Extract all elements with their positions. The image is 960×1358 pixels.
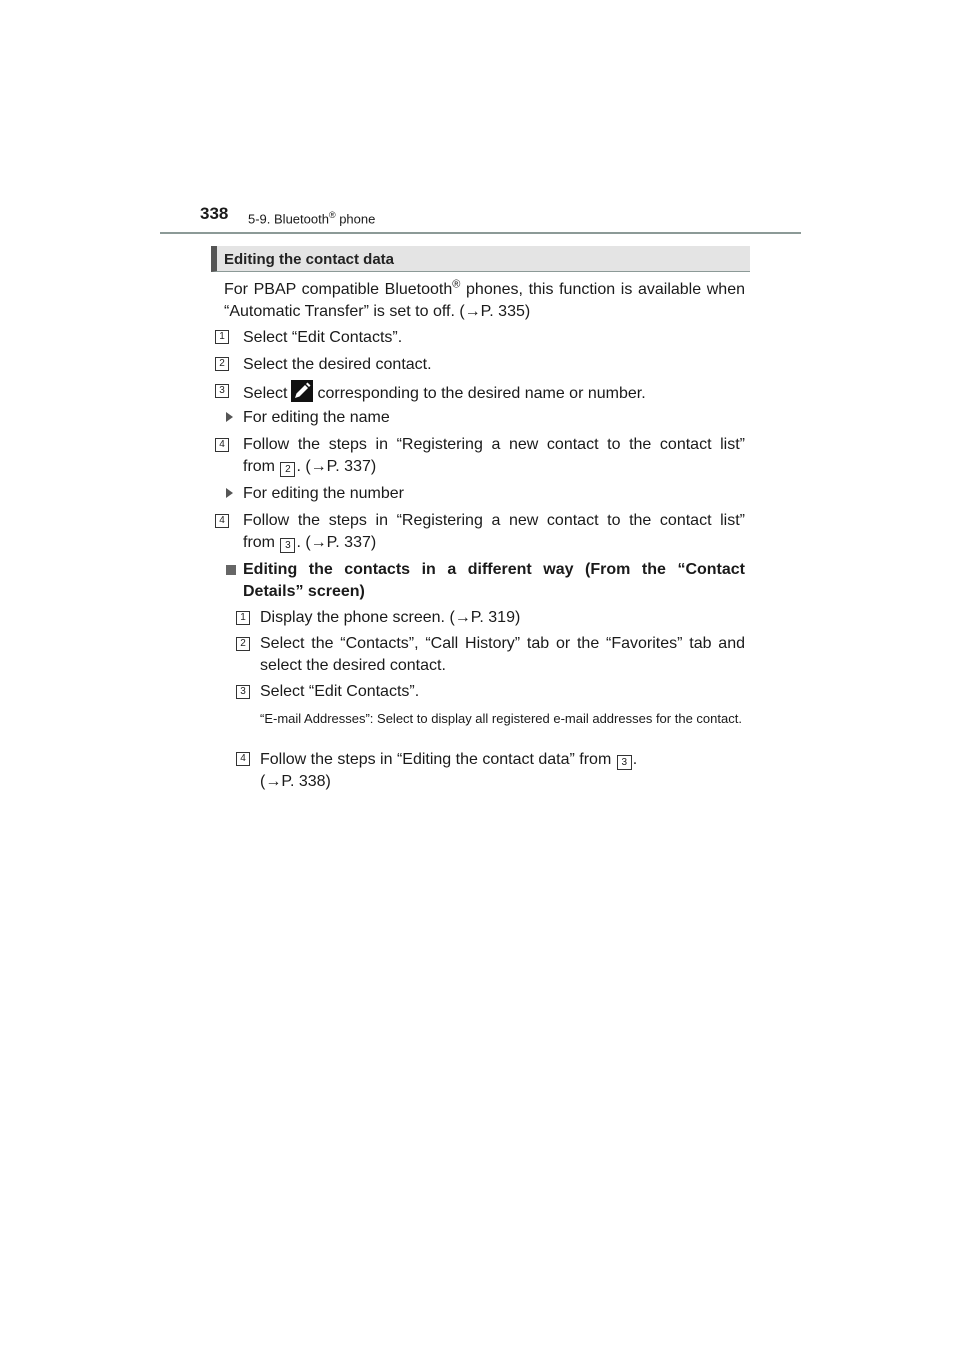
step-number: 4 xyxy=(215,514,229,528)
arrow-icon: → xyxy=(310,458,327,475)
step-text: Select “Edit Contacts”. xyxy=(243,329,403,346)
step-number: 1 xyxy=(236,611,250,625)
header-rule xyxy=(160,232,801,234)
step-text: Select “Edit Contacts”. xyxy=(260,683,420,700)
step-text: Select the “Contacts”, “Call History” tab or the “Favorites” tab and xyxy=(260,635,745,652)
step-number: 3 xyxy=(236,685,250,699)
step-number: 2 xyxy=(236,637,250,651)
section-heading xyxy=(211,246,750,272)
arrow-icon: → xyxy=(454,609,471,626)
step-number: 1 xyxy=(215,330,229,344)
pencil-icon xyxy=(291,380,313,402)
step-number: 4 xyxy=(236,752,250,766)
step-text-continued: (→P. 338) xyxy=(260,773,331,790)
step-reference: 3 xyxy=(617,755,632,770)
step-text: Follow the steps in “Registering a new contact to the contact list” xyxy=(243,436,745,453)
section-title: 5-9. Bluetooth® phone xyxy=(248,210,376,227)
page-number: 338 xyxy=(200,204,229,223)
step-text: Select corresponding to the desired name or number. xyxy=(243,380,646,405)
sub-item-label: For editing the number xyxy=(243,485,404,502)
sub-item-label: For editing the name xyxy=(243,409,390,426)
intro-paragraph: For PBAP compatible Bluetooth® phones, this function is available when “Automatic Transfer” is set to off. (→P. 335) xyxy=(224,278,746,320)
arrow-icon: → xyxy=(310,534,327,551)
step-text-continued: select the desired contact. xyxy=(260,657,446,674)
step-text: Select the desired contact. xyxy=(243,356,432,373)
step-text: Display the phone screen. (→P. 319) xyxy=(260,609,521,626)
step-reference: 3 xyxy=(280,538,295,553)
heading-text: Editing the contact data xyxy=(224,251,395,268)
triangle-bullet-icon xyxy=(226,488,233,498)
step-text: Follow the steps in “Editing the contact data” from 3 . xyxy=(260,751,638,768)
step-reference: 2 xyxy=(280,462,295,477)
step-number: 2 xyxy=(215,357,229,371)
subheading: Editing the contacts in a different way (From the “Contact xyxy=(243,561,745,578)
step-text-continued: from 3 . (→P. 337) xyxy=(243,534,377,551)
step-text: Follow the steps in “Registering a new contact to the contact list” xyxy=(243,512,745,529)
square-bullet-icon xyxy=(226,565,236,575)
step-number: 3 xyxy=(215,384,229,398)
note-text: “E-mail Addresses”: Select to display all registered e-mail addresses for the contact. xyxy=(260,711,742,726)
subheading-continued: Details” screen) xyxy=(243,583,365,600)
arrow-icon: → xyxy=(265,773,282,790)
arrow-icon: → xyxy=(464,303,481,320)
step-text-continued: from 2 . (→P. 337) xyxy=(243,458,377,475)
step-number: 4 xyxy=(215,438,229,452)
triangle-bullet-icon xyxy=(226,412,233,422)
